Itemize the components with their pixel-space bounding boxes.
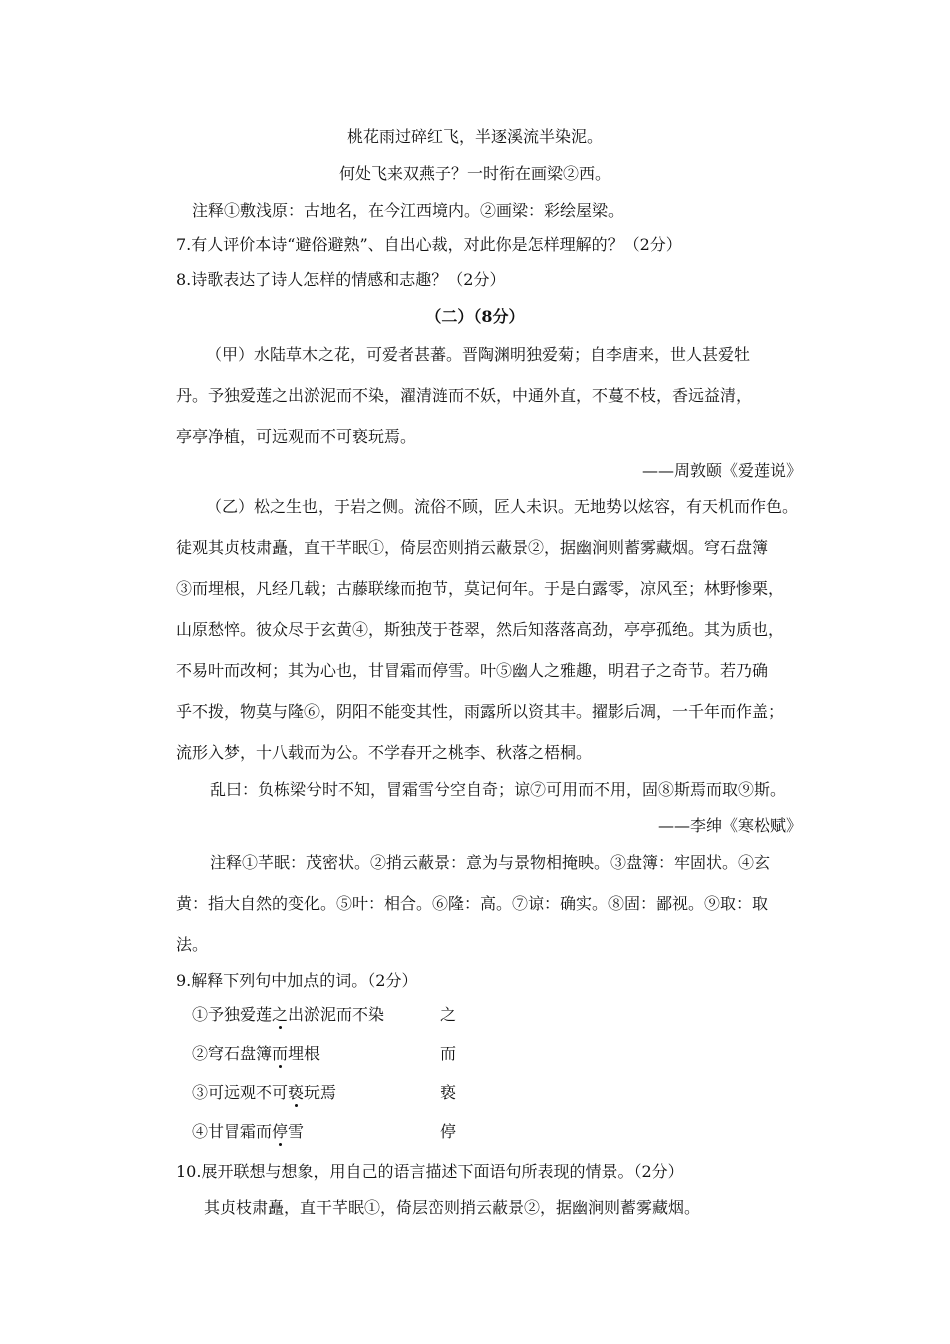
question-8: 8.诗歌表达了诗人怎样的情感和志趣？（2分） xyxy=(176,270,506,289)
dotted-word: 亵 xyxy=(288,1083,305,1102)
dotted-word: 之 xyxy=(272,1005,289,1024)
q9-item-text: 玩焉 xyxy=(304,1083,337,1102)
q9-item-3 xyxy=(192,1083,336,1103)
yi-luan: 乱曰：负栋梁兮时不知，冒霜雪兮空自奇；谅⑦可用而不用，固⑧斯焉而取⑨斯。 xyxy=(210,780,787,799)
q9-item-2-word: 而 xyxy=(440,1044,457,1063)
poem-line-2: 何处飞来双燕子？一时衔在画梁②西。 xyxy=(338,164,611,183)
section-2-title: （二）（8分） xyxy=(425,307,525,326)
question-9: 9.解释下列句中加点的词。（2分） xyxy=(176,971,418,990)
dotted-word: 而 xyxy=(272,1044,289,1063)
jia-line-1: （甲）水陆草木之花，可爱者甚蕃。晋陶渊明独爱菊；自李唐来，世人甚爱牡 xyxy=(206,345,751,364)
yi-line-5: 不易叶而改柯；其为心也，甘冒霜而停雪。叶⑤幽人之雅趣，明君子之奇节。若乃确 xyxy=(176,661,769,680)
q9-item-number: ① xyxy=(192,1005,209,1024)
q9-item-3-word: 亵 xyxy=(440,1083,457,1102)
q9-item-number: ④ xyxy=(192,1122,209,1141)
yi-line-6: 乎不拨，物莫与隆⑥，阴阳不能变其性，雨露所以资其丰。擢影后凋，一千年而作盖； xyxy=(176,702,785,721)
q9-item-text: 予独爱莲 xyxy=(208,1005,273,1024)
yi-line-4: 山原愁悴。彼众尽于玄黄④，斯独茂于苍翠，然后知落落高劲，亭亭孤绝。其为质也， xyxy=(176,620,785,639)
yi-source: ——李绅《寒松赋》 xyxy=(657,816,802,835)
yi-line-1: （乙）松之生也，于岩之侧。流俗不顾，匠人未识。无地势以炫容，有天机而作色。 xyxy=(206,497,799,516)
q9-item-text: 出淤泥而不染 xyxy=(288,1005,385,1024)
dotted-word: 停 xyxy=(272,1122,289,1141)
yi-line-3: ③而埋根，凡经几载；古藤联缘而抱节，莫记何年。于是白露零，凉风至；林野惨栗， xyxy=(176,579,785,598)
q9-item-4 xyxy=(192,1122,304,1142)
q9-item-number: ② xyxy=(192,1044,209,1063)
question-10-quote: 其贞枝肃矗，直干芊眠①，倚层峦则捎云蔽景②，据幽涧则蓄雾藏烟。 xyxy=(204,1198,701,1217)
jia-line-2: 丹。予独爱莲之出淤泥而不染，濯清涟而不妖，中通外直，不蔓不枝，香远益清， xyxy=(176,386,753,405)
q9-item-2 xyxy=(192,1044,320,1064)
q9-item-text: 雪 xyxy=(288,1122,305,1141)
question-7: 7.有人评价本诗“避俗避熟”、自出心裁，对此你是怎样理解的？（2分） xyxy=(176,235,682,254)
q9-item-text: 埋根 xyxy=(288,1044,321,1063)
jia-line-3: 亭亭净植，可远观而不可亵玩焉。 xyxy=(176,427,417,446)
poem-note: 注释①敷浅原：古地名，在今江西境内。②画梁：彩绘屋梁。 xyxy=(192,201,625,220)
yi-notes-line-3: 法。 xyxy=(176,935,209,954)
q9-item-text: 穹石盘簿 xyxy=(208,1044,273,1063)
q9-item-1 xyxy=(192,1005,384,1025)
q9-item-1-word: 之 xyxy=(440,1005,457,1024)
question-10: 10.展开联想与想象，用自己的语言描述下面语句所表现的情景。（2分） xyxy=(176,1162,684,1181)
poem-line-1: 桃花雨过碎红飞，半逐溪流半染泥。 xyxy=(346,127,603,146)
q9-item-4-word: 停 xyxy=(440,1122,457,1141)
yi-line-7: 流形入梦，十八载而为公。不学春开之桃李、秋落之梧桐。 xyxy=(176,743,593,762)
q9-item-number: ③ xyxy=(192,1083,209,1102)
yi-line-2: 徒观其贞枝肃矗，直干芊眠①，倚层峦则捎云蔽景②，据幽涧则蓄雾藏烟。穹石盘簿 xyxy=(176,538,769,557)
q9-item-text: 甘冒霜而 xyxy=(208,1122,273,1141)
q9-item-text: 可远观不可 xyxy=(208,1083,289,1102)
yi-notes-line-2: 黄：指大自然的变化。⑤叶：相合。⑥隆：高。⑦谅：确实。⑧固：鄙视。⑨取：取 xyxy=(176,894,769,913)
yi-notes-line-1: 注释①芊眠：茂密状。②捎云蔽景：意为与景物相掩映。③盘簿：牢固状。④玄 xyxy=(210,853,771,872)
jia-source: ——周敦颐《爱莲说》 xyxy=(641,461,802,480)
